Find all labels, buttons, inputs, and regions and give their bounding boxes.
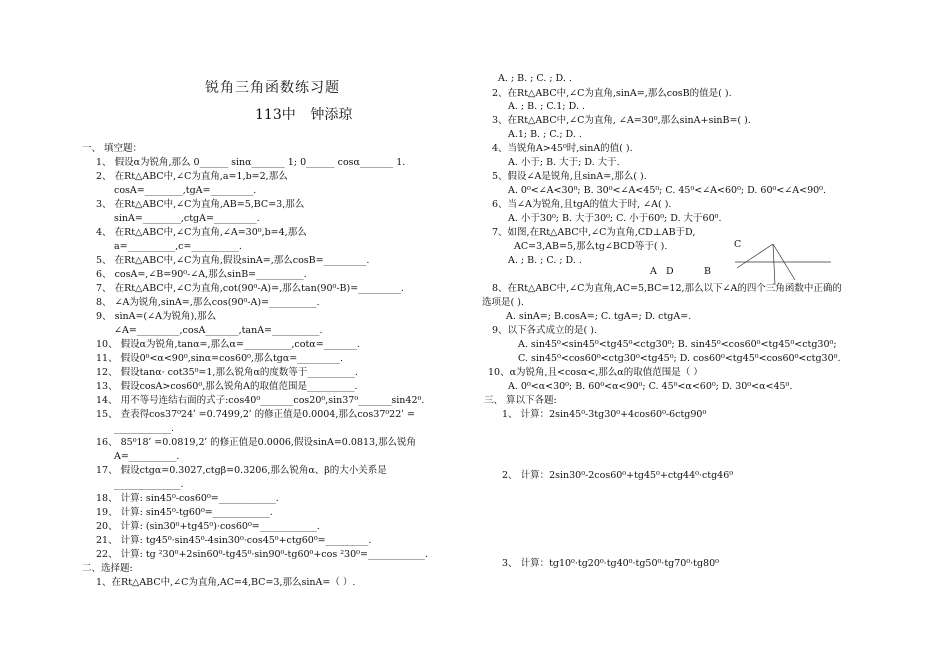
left-line-4: cosA=________,tgA=_________. bbox=[114, 185, 257, 196]
right-line-7: A. 小于; B. 大于; D. 大于. bbox=[508, 157, 620, 168]
right-line-6: 4、当锐角A>45⁰时,sinA的值( ). bbox=[492, 143, 633, 154]
right-line-1: A. ; B. ; C. ; D. . bbox=[498, 73, 572, 84]
right-line-13: AC=3,AB=5,那么tg∠BCD等于( ). bbox=[514, 241, 668, 252]
left-line-1: 一、 填空题： bbox=[82, 143, 143, 154]
left-line-9: 5、 在Rt△ABC中,∠C为直角,假设sinA=,那么cosB=_________. bbox=[96, 255, 370, 266]
right-line-11: A. 小于30⁰; B. 大于30⁰; C. 小于60⁰; D. 大于60⁰. bbox=[508, 213, 722, 224]
left-line-25: ______________. bbox=[114, 479, 184, 490]
left-line-11: 7、 在Rt△ABC中,∠C为直角,cot(90⁰-A)=,那么tan(90⁰-B)=_________. bbox=[96, 283, 404, 294]
left-line-32: 1、在Rt△ABC中,∠C为直角,AC=4,BC=3,那么sinA=（ ）. bbox=[96, 577, 356, 588]
right-line-21: 10、α为锐角,且<cosα<,那么α的取值范围是（ ） bbox=[488, 367, 703, 378]
figure-label-a: A bbox=[650, 266, 657, 277]
right-line-24: 1、 计算：2sin45⁰-3tg30⁰+4cos60⁰-6ctg90⁰ bbox=[502, 409, 707, 420]
left-line-30: 22、 计算: tg ²30⁰+2sin60⁰-tg45⁰·sin90⁰-tg60⁰+cos ²30⁰=____________. bbox=[96, 549, 428, 560]
right-line-17: A. sinA=; B.cosA=; C. tgA=; D. ctgA=. bbox=[506, 311, 692, 322]
right-line-26: 3、 计算：tg10⁰·tg20⁰·tg40⁰·tg50⁰·tg70⁰·tg80⁰ bbox=[502, 558, 719, 569]
left-line-31: 二、选择题: bbox=[82, 563, 133, 574]
teacher-name: 钟添琼 bbox=[310, 107, 353, 123]
left-line-3: 2、 在Rt△ABC中,∠C为直角,a=1,b=2,那么 bbox=[96, 171, 288, 182]
left-line-27: 19、 计算: sin45⁰-tg60⁰=____________. bbox=[96, 507, 273, 518]
triangle-figure bbox=[735, 240, 845, 290]
page-subtitle bbox=[255, 104, 352, 124]
left-line-17: 12、 假设tanα· cot35⁰=1,那么锐角α的度数等于__________. bbox=[96, 367, 358, 378]
right-line-5: A.1; B. ; C.; D. . bbox=[508, 129, 582, 140]
right-line-20: C. sin45⁰<cos60⁰<ctg30⁰<tg45⁰; D. cos60⁰<tg45⁰<cos60⁰<ctg30⁰. bbox=[518, 353, 841, 364]
left-line-5: 3、 在Rt△ABC中,∠C为直角,AB=5,BC=3,那么 bbox=[96, 199, 305, 210]
left-line-19: 14、 用不等号连结右面的式子:cos40⁰_______cos20⁰,sin37⁰_______sin42⁰. bbox=[96, 395, 425, 406]
right-line-4: 3、在Rt△ABC中,∠C为直角, ∠A=30⁰,那么sinA+sinB=( ). bbox=[492, 115, 751, 126]
right-line-23: 三、 算以下各题: bbox=[484, 395, 557, 406]
left-line-2: 1、 假设α为锐角,那么 0______ sinα_______ 1; 0______ cosα_______ 1. bbox=[96, 157, 406, 168]
figure-label-d: D bbox=[666, 266, 674, 277]
left-line-7: 4、 在Rt△ABC中,∠C为直角,∠A=30⁰,b=4,那么 bbox=[96, 227, 307, 238]
left-line-21: ____________. bbox=[114, 423, 175, 434]
right-line-9: A. 0⁰<∠A<30⁰; B. 30⁰<∠A<45⁰; C. 45⁰<∠A<60⁰; D. 60⁰<∠A<90⁰. bbox=[508, 185, 826, 196]
right-line-12: 7、如图,在Rt△ABC中,∠C为直角,CD⊥AB于D, bbox=[492, 227, 696, 238]
figure-line-cd bbox=[773, 244, 775, 285]
figure-label-b: B bbox=[704, 266, 711, 277]
left-line-20: 15、 查表得cos37⁰24ʹ =0.7499,2ʹ 的修正值是0.0004,那么cos37⁰22ʹ = bbox=[96, 409, 415, 420]
left-line-23: A=__________. bbox=[114, 451, 180, 462]
left-line-14: ∠A=_________,cosA_______,tanA=__________. bbox=[114, 325, 323, 336]
right-line-25: 2、 计算：2sin30⁰-2cos60⁰+tg45⁰+ctg44⁰·ctg46⁰ bbox=[502, 470, 734, 481]
left-line-16: 11、 假设0⁰<α<90⁰,sinα=cos60⁰,那么tgα=_________. bbox=[96, 353, 343, 364]
figure-line-ca bbox=[737, 244, 773, 268]
left-line-29: 21、 计算: tg45⁰·sin45⁰-4sin30⁰·cos45⁰+ctg60⁰=_________. bbox=[96, 535, 372, 546]
right-line-18: 9、以下各式成立的是( ). bbox=[492, 325, 597, 336]
page-title: 锐角三角函数练习题 bbox=[205, 80, 340, 96]
right-line-14: A. ; B. ; C. ; D. . bbox=[508, 255, 582, 266]
right-line-8: 5、假设∠A是锐角,且sinA=,那么( ). bbox=[492, 171, 647, 182]
left-line-8: a=__________,c=__________. bbox=[114, 241, 242, 252]
left-line-26: 18、 计算: sin45⁰-cos60⁰=____________. bbox=[96, 493, 279, 504]
left-line-28: 20、 计算: (sin30⁰+tg45⁰)·cos60⁰=____________. bbox=[96, 521, 320, 532]
right-line-15: 8、在Rt△ABC中,∠C为直角,AC=5,BC=12,那么以下∠A的四个三角函数中正确的 bbox=[492, 283, 842, 294]
school-class: 113中 bbox=[255, 107, 296, 123]
left-line-24: 17、 假设ctgα=0.3027,ctgβ=0.3206,那么锐角α、β的大小关系是 bbox=[96, 465, 387, 476]
left-line-18: 13、 假设cosA>cos60⁰,那么锐角A的取值范围是__________. bbox=[96, 381, 358, 392]
figure-label-c: C bbox=[734, 239, 742, 250]
right-line-16: 选项是( ). bbox=[482, 297, 524, 308]
right-line-10: 6、当∠A为锐角,且tgA的值大于时, ∠A( ). bbox=[492, 199, 672, 210]
left-line-6: sinA=________,ctgA=_________. bbox=[114, 213, 260, 224]
right-line-3: A. ; B. ; C.1; D. . bbox=[508, 101, 585, 112]
left-line-13: 9、 sinA=(∠A为锐角),那么 bbox=[96, 311, 217, 322]
left-line-12: 8、 ∠A为锐角,sinA=,那么cos(90⁰-A)=__________. bbox=[96, 297, 320, 308]
left-line-15: 10、 假设α为锐角,tanα=,那么α=__________,cotα=_______. bbox=[96, 339, 360, 350]
right-line-22: A. 0⁰<α<30⁰; B. 60⁰<α<90⁰; C. 45⁰<α<60⁰; D. 30⁰<α<45⁰. bbox=[508, 381, 793, 392]
right-line-19: A. sin45⁰<sin45⁰<tg45⁰<ctg30⁰; B. sin45⁰<cos60⁰<tg45⁰<ctg30⁰; bbox=[518, 339, 837, 350]
left-line-10: 6、 cosA=,∠B=90⁰-∠A,那么sinB=__________. bbox=[96, 269, 307, 280]
right-line-2: 2、在Rt△ABC中,∠C为直角,sinA=,那么cosB的值是( ). bbox=[492, 88, 732, 99]
left-line-22: 16、 85⁰18ʹ =0.0819,2ʹ 的修正值是0.0006,假设sinA=0.0813,那么锐角 bbox=[96, 437, 417, 448]
